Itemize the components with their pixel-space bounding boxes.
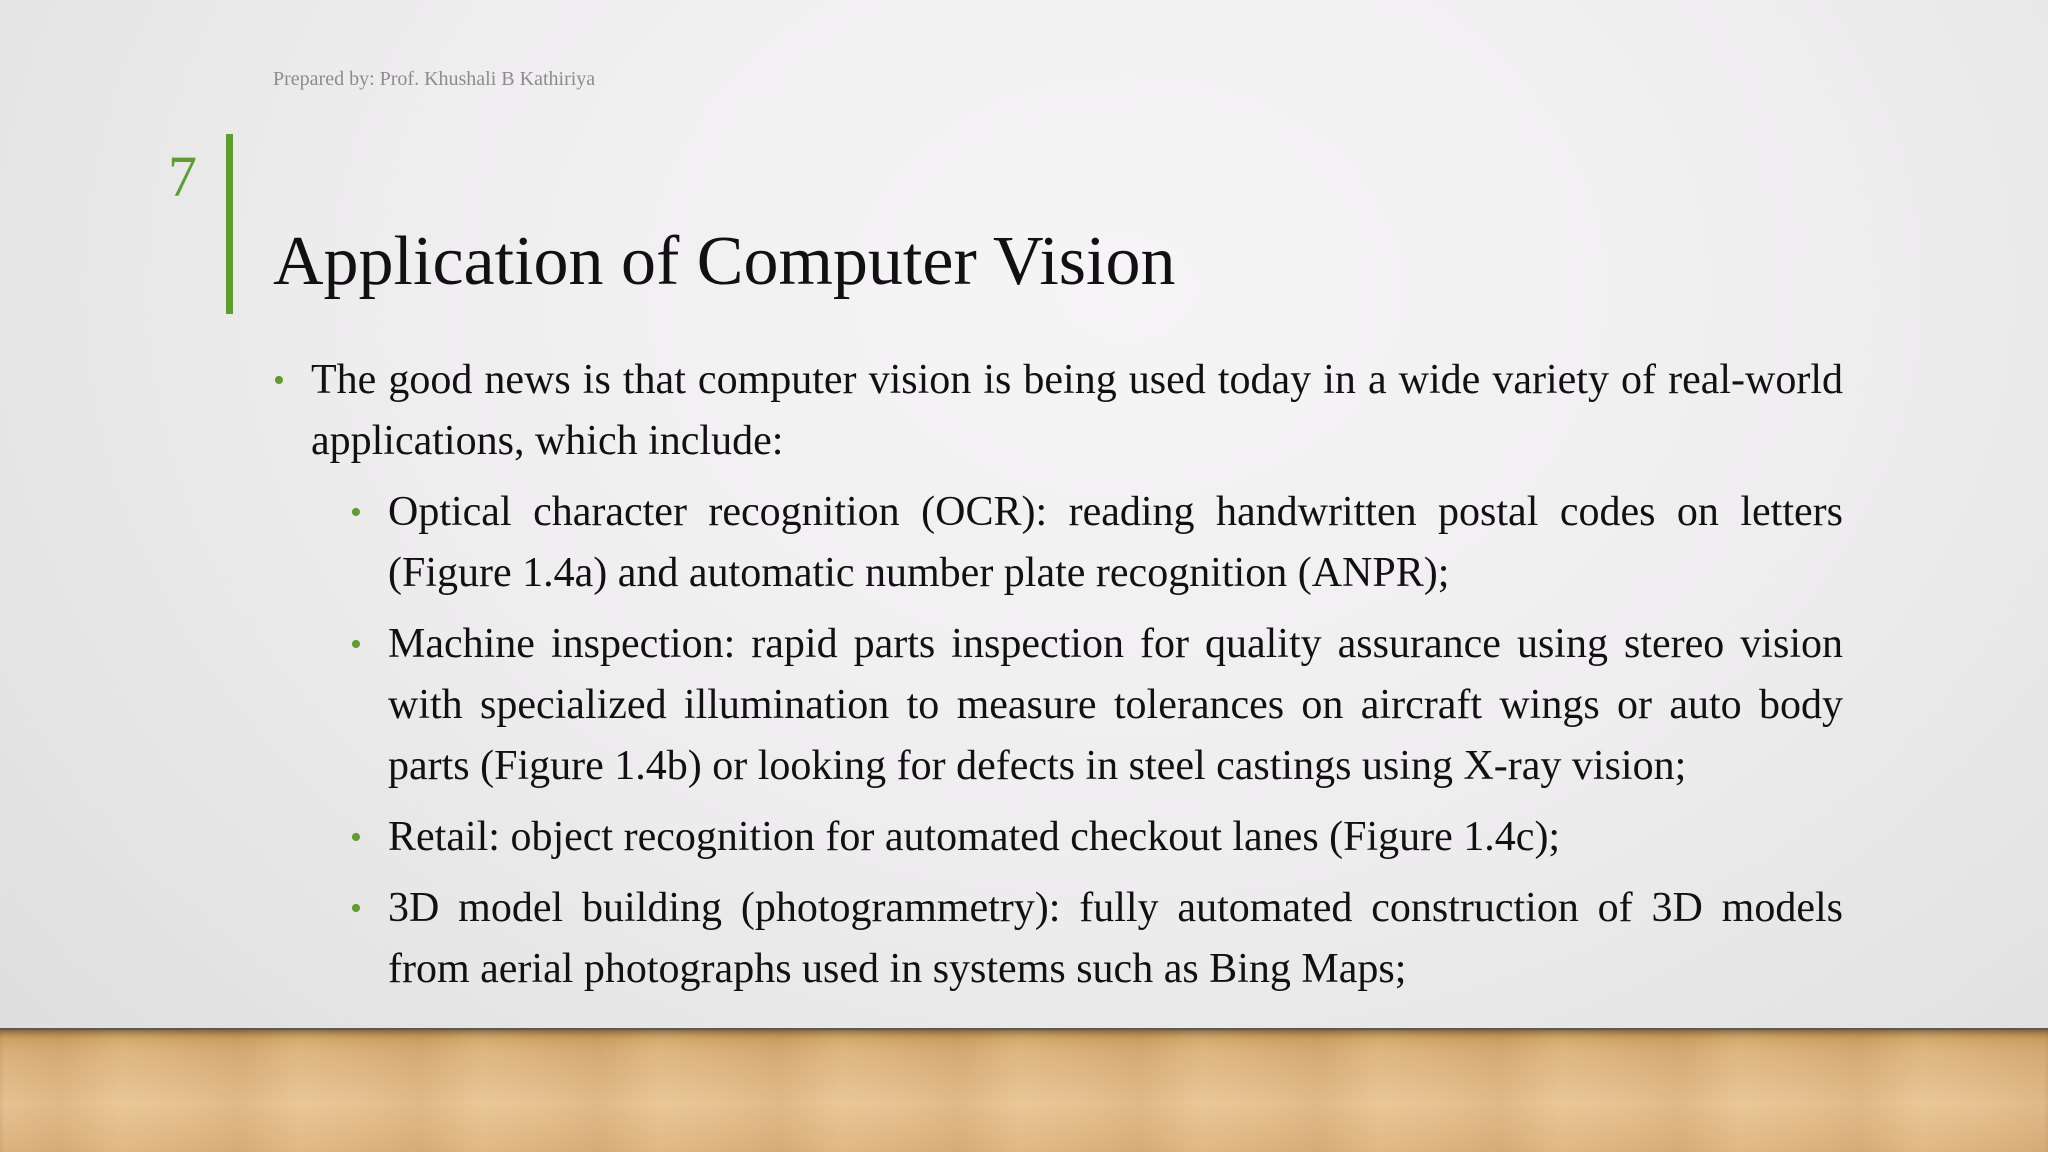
list-item — [350, 614, 1843, 797]
list-item — [350, 807, 1843, 868]
sub-bullet-list — [311, 482, 1843, 1000]
prepared-by-label: Prepared by: Prof. Khushali B Kathiriya — [273, 68, 596, 90]
list-item-text: Machine inspection: rapid parts inspection for quality assurance using stereo vision with specialized illumination to measure tolerances on aircraft wings or auto body parts (Figure 1.4b) or looking for defects in steel castings using X-ray vision; — [388, 621, 1843, 789]
wooden-floor-background — [0, 1030, 2048, 1152]
bullet-list — [273, 350, 1843, 1000]
list-item — [273, 350, 1843, 1000]
bullet-icon — [350, 614, 362, 675]
bullet-icon — [350, 807, 362, 868]
list-item-text: Retail: object recognition for automated checkout lanes (Figure 1.4c); — [388, 814, 1561, 860]
list-item — [350, 878, 1843, 1000]
bullet-icon — [350, 878, 362, 939]
bullet-icon — [350, 482, 362, 543]
bullet-icon — [273, 350, 285, 411]
intro-text: The good news is that computer vision is being used today in a wide variety of real-world applications, which include: — [311, 357, 1843, 464]
slide-number: 7 — [168, 144, 197, 209]
accent-bar — [226, 134, 233, 314]
list-item — [350, 482, 1843, 604]
slide-title: Application of Computer Vision — [273, 223, 1176, 300]
slide-content — [273, 350, 1843, 1010]
list-item-text: 3D model building (photogrammetry): fully automated construction of 3D models from aerial photographs used in systems such as Bing Maps; — [388, 885, 1843, 992]
list-item-text: Optical character recognition (OCR): reading handwritten postal codes on letters (Figure 1.4a) and automatic number plate recognition (ANPR); — [388, 489, 1843, 596]
